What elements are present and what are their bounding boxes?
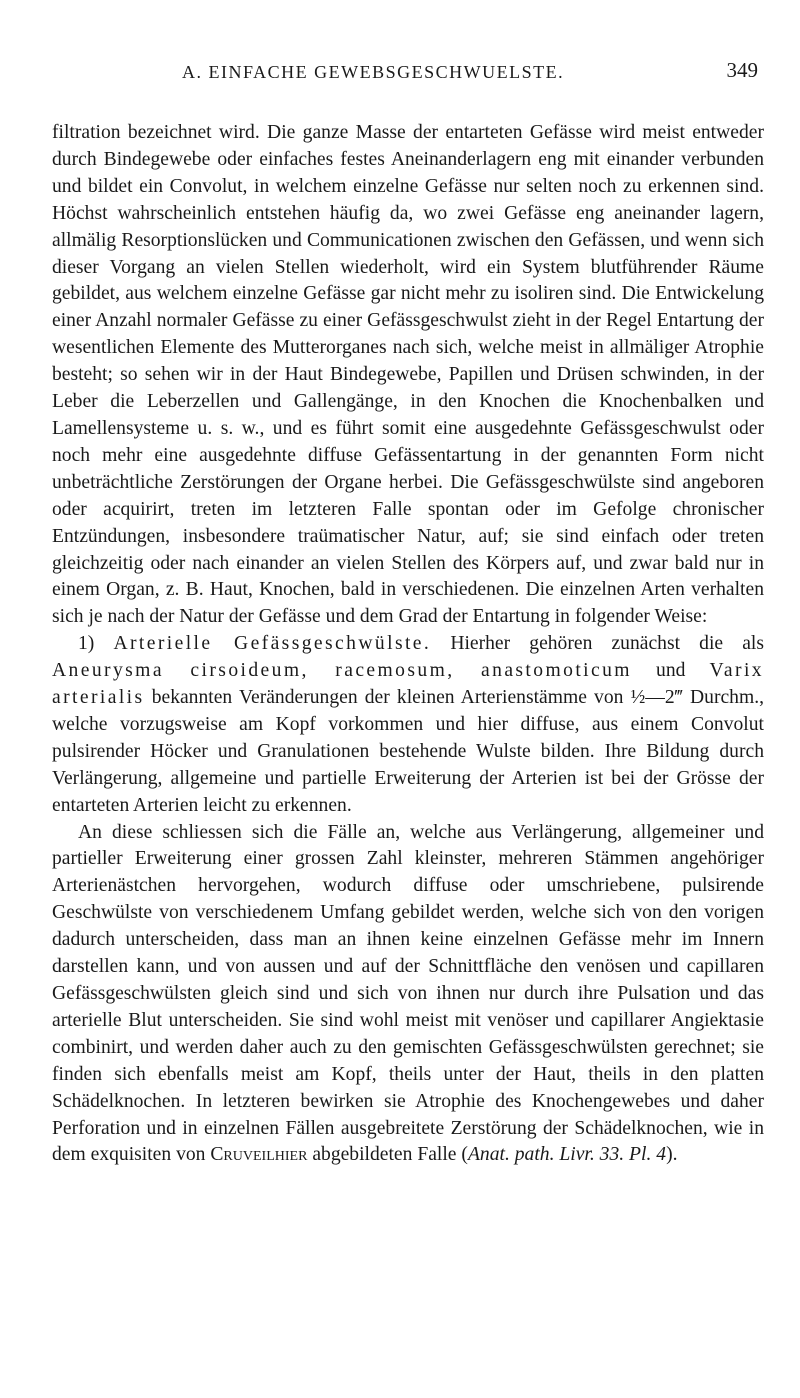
citation: Anat. path. Livr. 33. Pl. 4	[467, 1144, 667, 1166]
paragraph-3-text-after: ).	[666, 1144, 678, 1166]
paragraph-2-lead: 1)	[78, 633, 114, 655]
paragraph-2	[52, 631, 764, 819]
term-aneurysma: Aneurysma cirsoideum, racemosum, anastomoticum	[52, 660, 632, 682]
paragraph-2-mid-1: Hierher gehören zunächst die als	[431, 633, 764, 655]
page-number: 349	[726, 58, 758, 82]
paragraph-2-rest: bekannten Veränderungen der kleinen Arterienstämme von ½—2‴ Durchm., welche vorzugsweise am Kopf vorkommen und hier diffuse, aus einem Convolut pulsirender Höcker und Granulationen bestehende Wulste bilden. Ihre Bildung durch Verlängerung, allgemeine und partielle Erweiterung der Arterien ist bei der Grösse der entarteten Arterien leicht zu erkennen.	[52, 687, 764, 816]
running-title: A. EINFACHE GEWEBSGESCHWUELSTE.	[182, 62, 565, 82]
paragraph-1-text: filtration bezeichnet wird. Die ganze Masse der entarteten Gefässe wird meist entweder durch Bindegewebe oder einfaches festes Aneinanderlagern eng mit einander verbunden und bildet ein Convolut, in welchem einzelne Gefässe nur selten noch zu erkennen sind. Höchst wahrscheinlich entstehen häufig da, wo zwei Gefässe eng aneinander lagern, allmälig Resorptionslücken und Communicationen zwischen den Gefässen, und wenn sich dieser Vorgang an vielen Stellen wiederholt, wird ein System blutführender Räume gebildet, aus welchem einzelne Gefässe gar nicht mehr zu isoliren sind. Die Entwickelung einer Anzahl normaler Gefässe zu einer Gefässgeschwulst zieht in der Regel Entartung der wesentlichen Elemente des Mutterorganes nach sich, welche meist in allmäliger Atrophie besteht; so sehen wir in der Haut Bindegewebe, Papillen und Drüsen schwinden, in der Leber die Leberzellen und Gallengänge, in den Knochen die Knochenbalken und Lamellensysteme u. s. w., und es führt somit eine ausgedehnte Gefässgeschwulst oder noch mehr eine ausgedehnte diffuse Gefässentartung in der genannten Form nicht unbeträchtliche Zerstörungen der Organe herbei. Die Gefässgeschwülste sind angeboren oder acquirirt, treten im letzteren Falle spontan oder im Gefolge chronischer Entzündungen, insbesondere traümatischer Natur, auf; sie sind einfach oder treten gleichzeitig oder nach einander an vielen Stellen des Körpers auf, und zwar bald nur in einem Organ, z. B. Haut, Knochen, bald in verschiedenen. Die einzelnen Arten verhalten sich je nach der Natur der Gefässe und dem Grad der Entartung in folgender Weise:	[52, 122, 764, 628]
body-text	[52, 120, 764, 1169]
paragraph-3	[52, 820, 764, 1170]
author-name: Cruveilhier	[210, 1144, 308, 1166]
section-heading-arterial: Arterielle Gefässgeschwülste.	[113, 633, 432, 655]
term-varix: Varix arterialis	[52, 660, 764, 709]
paragraph-3-text-mid: abgebildeten Falle (	[307, 1144, 468, 1166]
paragraph-1	[52, 120, 764, 631]
paragraph-3-text-before: An diese schliessen sich die Fälle an, welche aus Verlängerung, allgemeiner und partieller Erweiterung einer grossen Zahl kleinster, mehreren Stämmen angehöriger Arterienästchen hervorgehen, wodurch diffuse oder umschriebene, pulsirende Geschwülste von verschiedenem Umfang gebildet werden, welche sich von den vorigen dadurch unterscheiden, dass man an ihnen keine einzelnen Gefässe mehr im Innern darstellen kann, und von aussen und auf der Schnittfläche den venösen und capillaren Gefässgeschwülsten gleich sind und sich von ihnen nur durch ihre Pulsation und das arterielle Blut unterscheiden. Sie sind wohl meist mit venöser und capillarer Angiektasie combinirt, und werden daher auch zu den gemischten Gefässgeschwülsten gerechnet; sie finden sich ebenfalls meist am Kopf, theils unter der Haut, theils in den platten Schädelknochen. In letzteren bewirken sie Atrophie des Knochengewebes und daher Perforation und in einzelnen Fällen ausgebreitete Zerstörung der Schädelknochen, wie in dem exquisiten von	[52, 821, 764, 1166]
running-head	[52, 58, 758, 92]
paragraph-2-mid-2: und	[631, 660, 710, 682]
